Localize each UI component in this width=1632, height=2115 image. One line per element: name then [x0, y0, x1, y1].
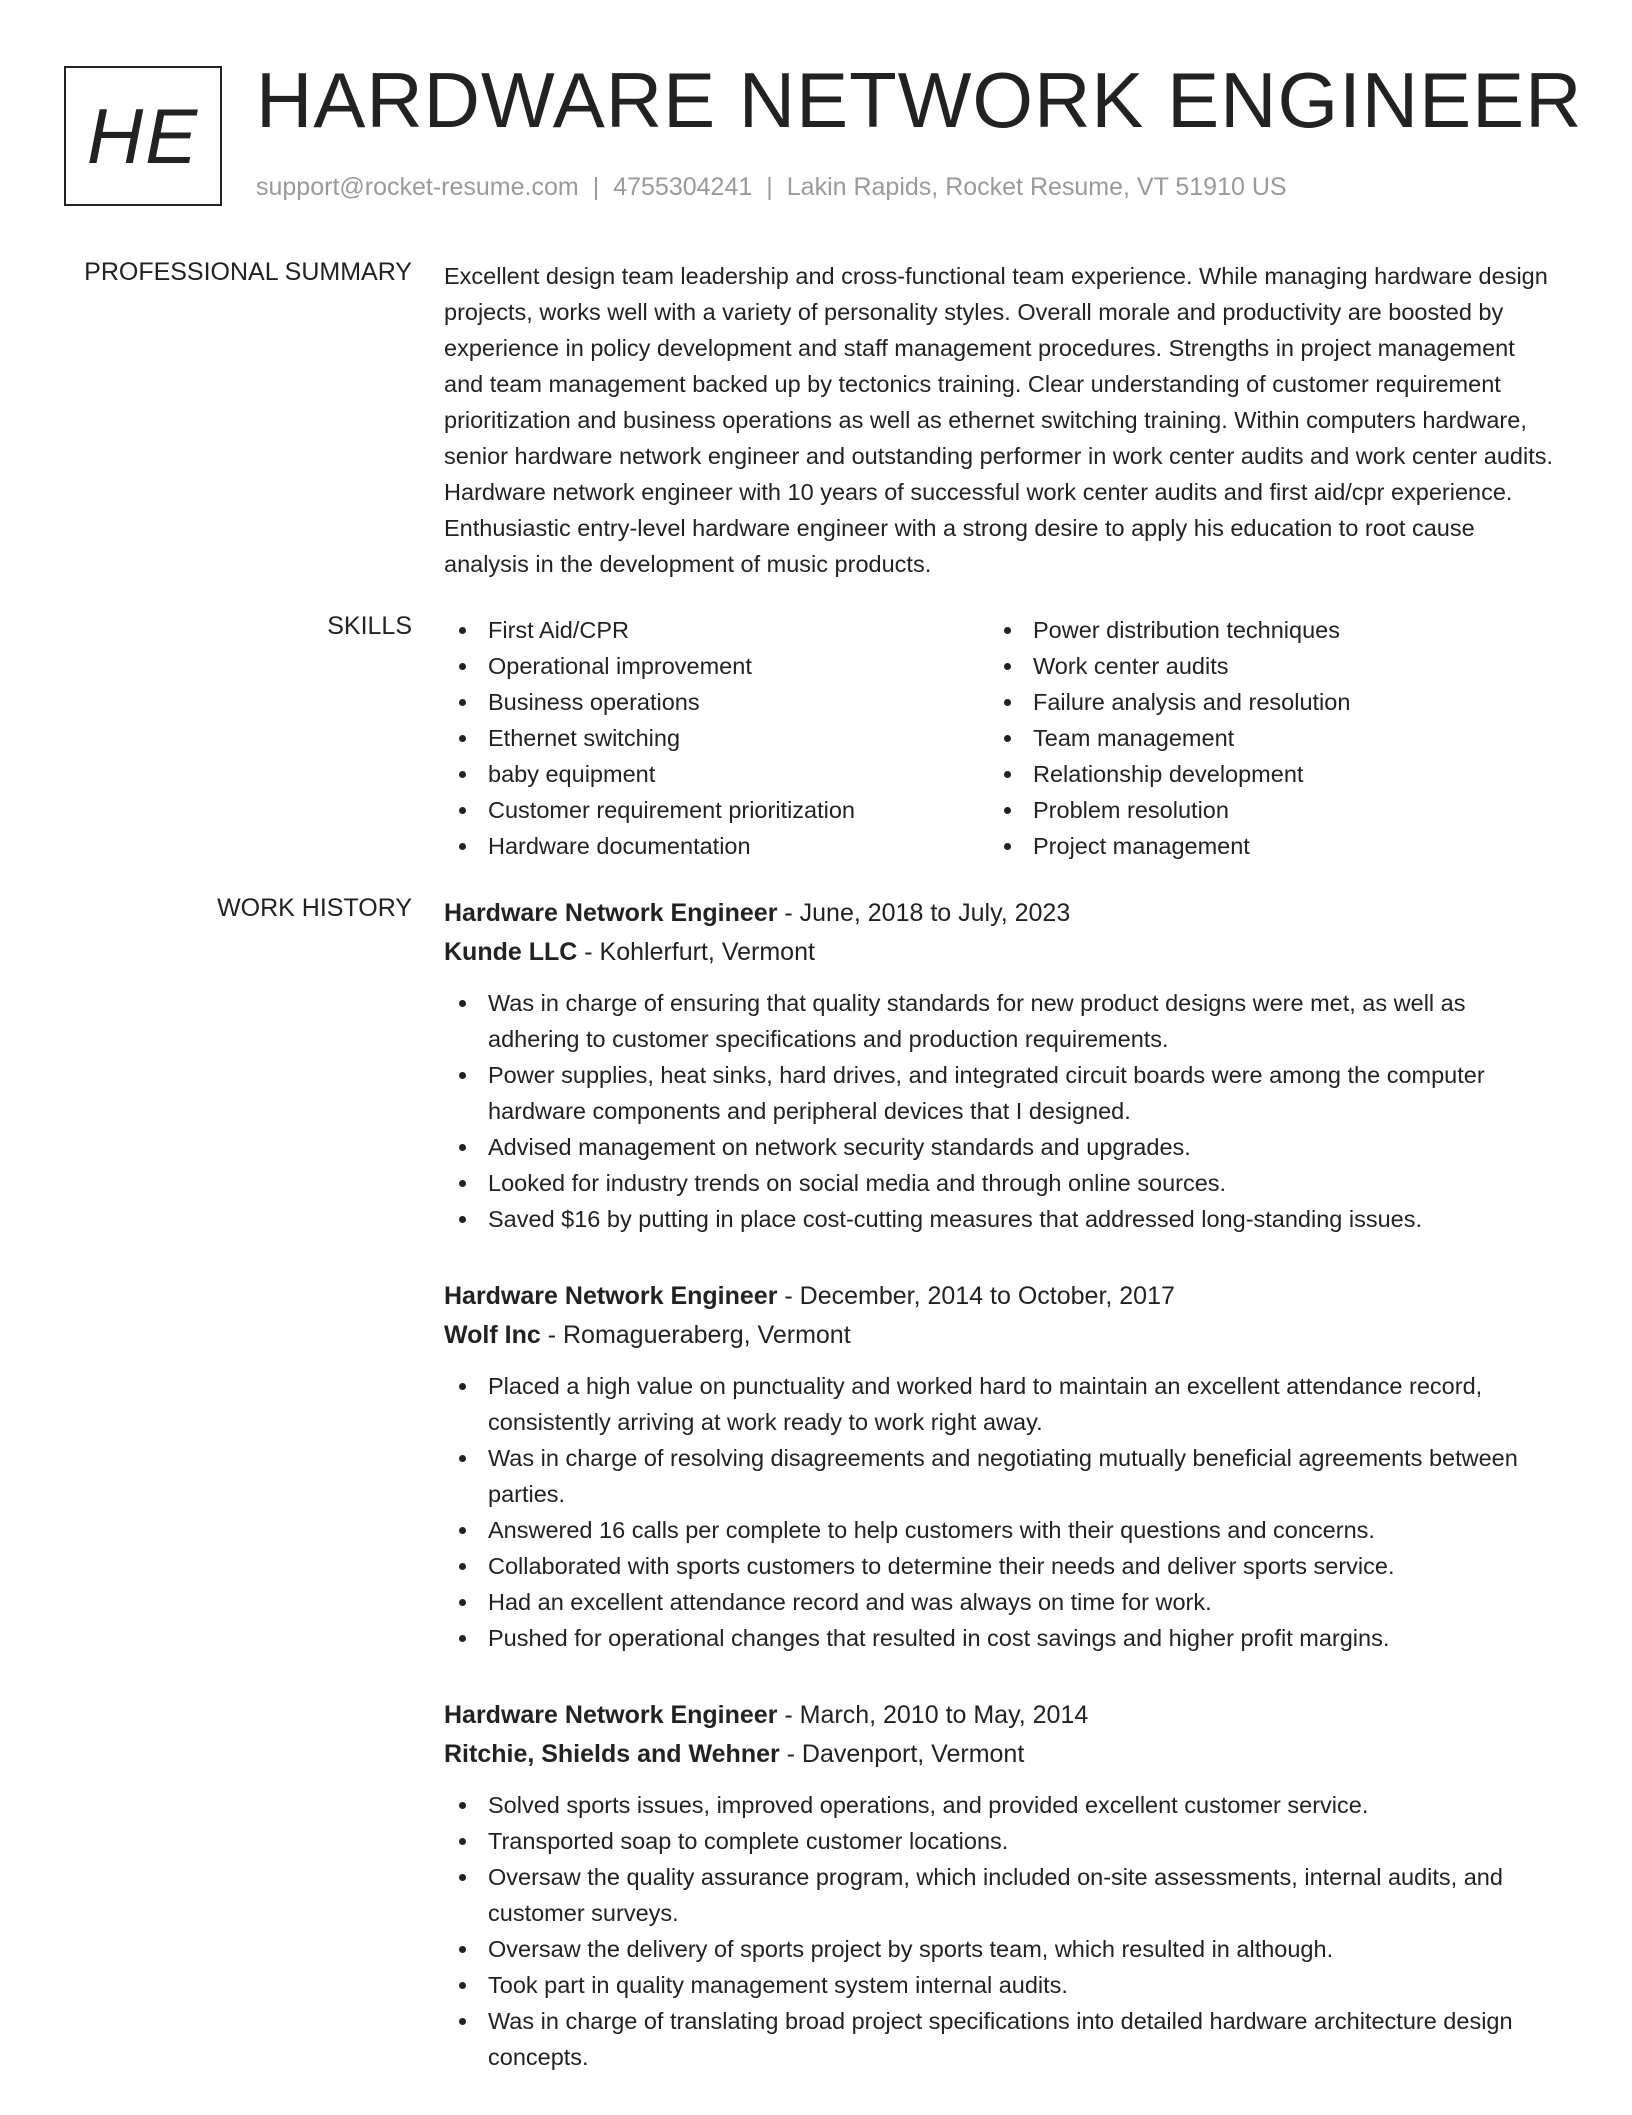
job-dates: - March, 2010 to May, 2014 [777, 1701, 1089, 1729]
skill-item: Failure analysis and resolution [989, 684, 1534, 720]
job-company-line [444, 1735, 1560, 1774]
job-location: - Kohlerfurt, Vermont [577, 938, 815, 966]
contact-separator: | [766, 173, 773, 201]
contact-line [256, 173, 1287, 202]
summary-text: Excellent design team leadership and cross-functional team experience. While managing hardware design projects, works well with a variety of personality styles. Overall morale and productivity are boosted by experience in policy development and staff management procedures. Strengths in project management and team management backed up by tectonics training. Clear understanding of customer requirement prioritization and business operations as well as ethernet switching training. Within computers hardware, senior hardware network engineer and outstanding performer in work center audits and work center audits. Hardware network engineer with 10 years of successful work center audits and first aid/cpr experience. Enthusiastic entry-level hardware engineer with a strong desire to apply his education to root cause analysis in the development of music products. [444, 263, 1554, 577]
contact-separator: | [592, 173, 600, 201]
job-entry [444, 1696, 1560, 2075]
job-dates: - December, 2014 to October, 2017 [777, 1282, 1175, 1310]
contact-address: Lakin Rapids, Rocket Resume, VT 51910 US [786, 173, 1287, 201]
job-bullet-list [444, 1368, 1560, 1656]
job-title: Hardware Network Engineer [444, 1701, 778, 1729]
job-title: Hardware Network Engineer [444, 1282, 778, 1310]
job-bullet: Was in charge of ensuring that quality standards for new product designs were met, as well as adhering to customer specifications and production requirements. [444, 985, 1560, 1057]
contact-email: support@rocket-resume.com [256, 173, 579, 201]
work-history-body [444, 894, 1560, 2115]
job-company: Ritchie, Shields and Wehner [444, 1740, 780, 1768]
job-company: Kunde LLC [444, 938, 578, 966]
job-entry [444, 894, 1560, 1237]
job-title-line [444, 894, 1560, 933]
monogram-logo: HE [64, 66, 222, 206]
job-bullet: Placed a high value on punctuality and worked hard to maintain an excellent attendance record, consistently arriving at work ready to work right away. [444, 1368, 1560, 1440]
skill-item: Customer requirement prioritization [444, 792, 989, 828]
resume-title: HARDWARE NETWORK ENGINEER [256, 56, 1583, 144]
skill-item: First Aid/CPR [444, 612, 989, 648]
job-company-line [444, 933, 1560, 972]
job-location: - Romagueraberg, Vermont [540, 1321, 851, 1349]
skill-item: Power distribution techniques [989, 612, 1534, 648]
job-title-line [444, 1696, 1560, 1735]
summary-heading: PROFESSIONAL SUMMARY [84, 258, 412, 286]
job-entry [444, 1277, 1560, 1656]
work-history-heading: WORK HISTORY [217, 894, 412, 922]
job-bullet: Was in charge of translating broad project specifications into detailed hardware architecture design concepts. [444, 2003, 1560, 2075]
job-bullet: Looked for industry trends on social media and through online sources. [444, 1165, 1560, 1201]
job-bullet: Power supplies, heat sinks, hard drives, and integrated circuit boards were among the computer hardware components and peripheral devices that I designed. [444, 1057, 1560, 1129]
skill-item: Relationship development [989, 756, 1534, 792]
skills-list-left [444, 612, 989, 864]
skill-item: Team management [989, 720, 1534, 756]
job-company-line [444, 1316, 1560, 1355]
job-bullet: Was in charge of resolving disagreements and negotiating mutually beneficial agreements between parties. [444, 1440, 1560, 1512]
skills-grid [444, 612, 1560, 864]
job-bullet: Took part in quality management system internal audits. [444, 1967, 1560, 2003]
skill-item: Ethernet switching [444, 720, 989, 756]
contact-phone: 4755304241 [613, 173, 753, 201]
skills-list-right [989, 612, 1534, 864]
job-title: Hardware Network Engineer [444, 899, 778, 927]
skill-item: Business operations [444, 684, 989, 720]
skill-item: Operational improvement [444, 648, 989, 684]
job-bullet: Solved sports issues, improved operations, and provided excellent customer service. [444, 1787, 1560, 1823]
job-bullet-list [444, 985, 1560, 1237]
job-bullet: Had an excellent attendance record and was always on time for work. [444, 1584, 1560, 1620]
skill-item: baby equipment [444, 756, 989, 792]
job-company: Wolf Inc [444, 1321, 541, 1349]
job-bullet: Answered 16 calls per complete to help customers with their questions and concerns. [444, 1512, 1560, 1548]
job-bullet: Oversaw the delivery of sports project by sports team, which resulted in although. [444, 1931, 1560, 1967]
skill-item: Hardware documentation [444, 828, 989, 864]
job-bullet: Saved $16 by putting in place cost-cutting measures that addressed long-standing issues. [444, 1201, 1560, 1237]
skills-body [444, 612, 1560, 864]
job-bullet: Pushed for operational changes that resulted in cost savings and higher profit margins. [444, 1620, 1560, 1656]
job-bullet: Advised management on network security standards and upgrades. [444, 1129, 1560, 1165]
skill-item: Project management [989, 828, 1534, 864]
job-bullet: Collaborated with sports customers to determine their needs and deliver sports service. [444, 1548, 1560, 1584]
skill-item: Work center audits [989, 648, 1534, 684]
job-location: - Davenport, Vermont [779, 1740, 1025, 1768]
summary-body [444, 258, 1560, 582]
job-bullet: Transported soap to complete customer locations. [444, 1823, 1560, 1859]
skills-heading: SKILLS [327, 612, 412, 640]
job-bullet: Oversaw the quality assurance program, which included on-site assessments, internal audits, and customer surveys. [444, 1859, 1560, 1931]
job-title-line [444, 1277, 1560, 1316]
skill-item: Problem resolution [989, 792, 1534, 828]
job-dates: - June, 2018 to July, 2023 [777, 899, 1071, 927]
job-bullet-list [444, 1787, 1560, 2075]
